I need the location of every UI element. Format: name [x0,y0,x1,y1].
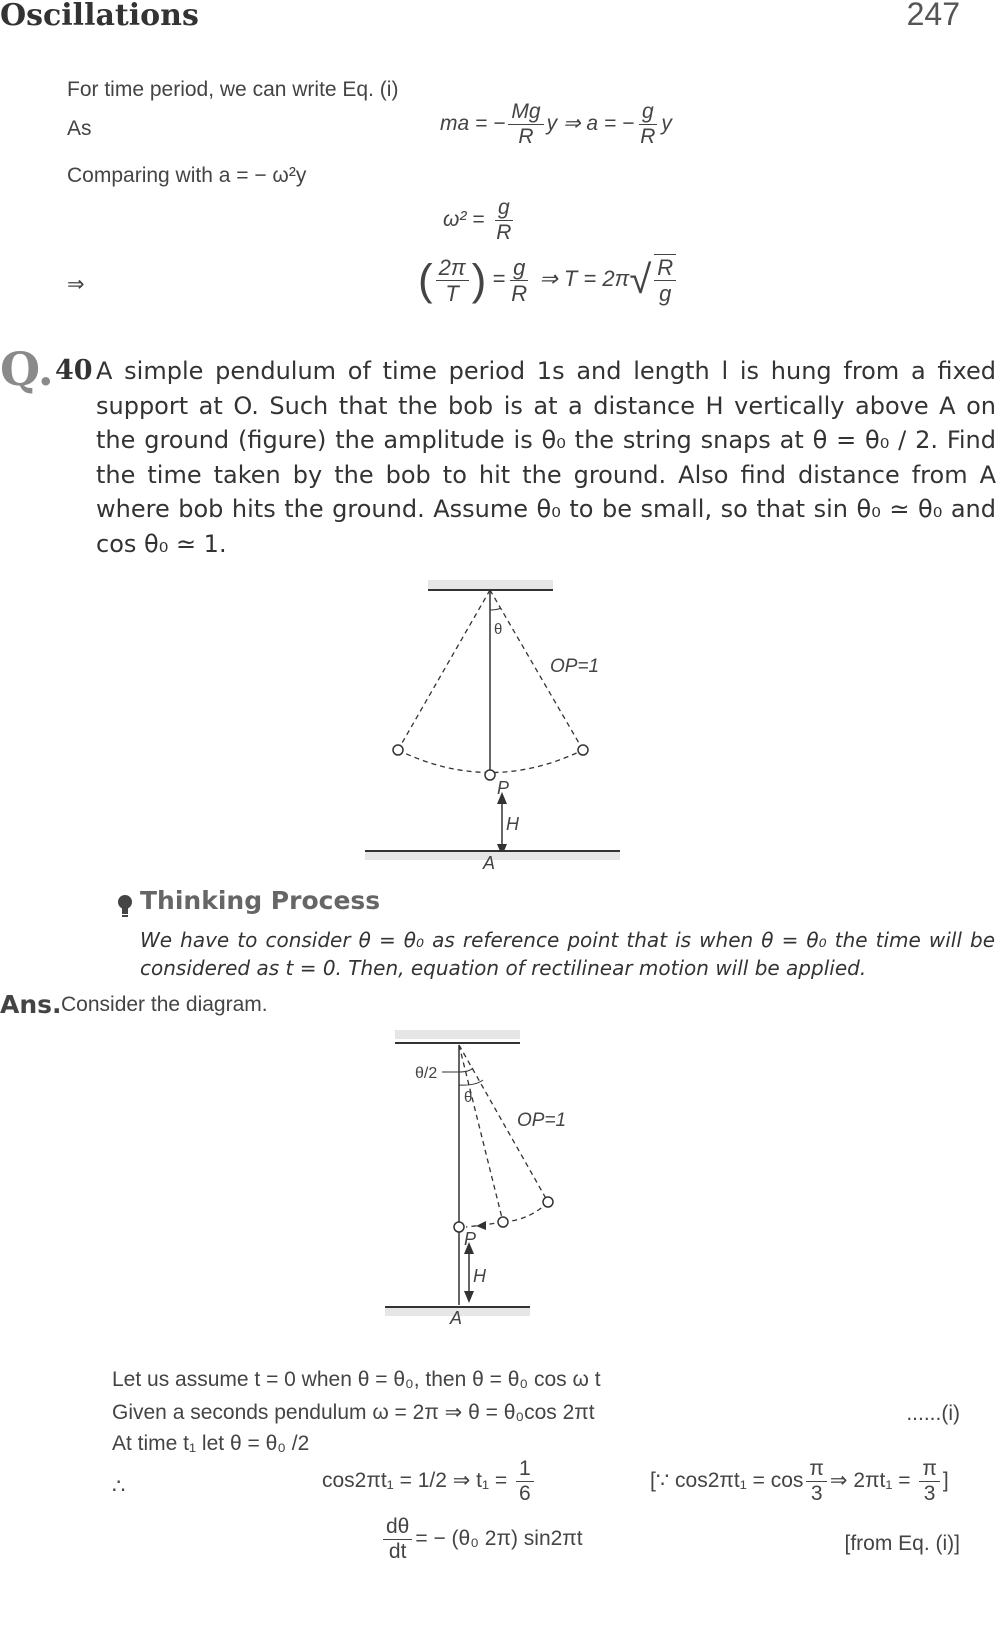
p-label: P [497,778,510,798]
intro-line: For time period, we can write Eq. (i) [67,78,399,101]
arrow-head-down [464,1291,474,1303]
compare-line: Comparing with a = − ω²y [67,164,307,187]
bob-left [393,745,403,755]
question-number: 40 [55,355,93,386]
angle-arc-full [459,1080,483,1085]
answer-label: Ans. [0,990,62,1019]
support-shade [428,580,553,589]
solution-line-3: At time t₁ let θ = θ₀ /2 [112,1432,310,1455]
equation-period: ( $\frac{2\pi}{T}$ ) = $\frac{g}{R}$ ⇒ T = 2π√ $\frac{R}{g}$ [418,254,679,307]
bob-mean [454,1222,464,1232]
bob-mean [485,770,495,780]
question-label: Q. [0,342,54,396]
angle-arc-half [459,1068,473,1072]
h-label: H [506,814,519,834]
as-label: As [67,117,92,140]
bob-snap [498,1217,508,1227]
solution-line-4: cos2πt₁ = 1/2 ⇒ t₁ = $\frac{1}{6}$ [322,1457,537,1506]
op-label: OP=1 [517,1110,567,1131]
h-label: H [473,1266,486,1286]
chapter-title: Oscillations [0,0,199,33]
arc-arrow [476,1221,486,1230]
op-label: OP=1 [550,656,600,677]
p-label: P [464,1229,477,1249]
equation-ref-2: [from Eq. (i)] [844,1532,960,1555]
equation-ref-1: ......(i) [906,1402,960,1425]
a-label: A [450,1308,463,1328]
implies-symbol: ⇒ [67,273,85,296]
equation-omega: ω² = $\frac{g}{R}$ [443,196,512,245]
answer-text: Consider the diagram. [61,993,268,1016]
pendulum-figure-1 [360,580,630,880]
page-number: 247 [906,0,960,32]
solution-note: [∵ cos2πt₁ = cos $\frac{\pi}{3}$ ⇒ 2πt₁ = $\frac{\pi}{3}$ ] [650,1457,949,1506]
solution-line-2: Given a seconds pendulum ω = 2π ⇒ θ = θ₀cos 2πt [112,1401,595,1424]
theta-label: θ [464,1089,473,1106]
angle-arc [490,608,501,610]
solution-line-5: $\frac{d\theta}{dt}$ = − (θ₀ 2π) sin2πt [380,1515,583,1564]
bob-amplitude [543,1197,553,1207]
bulb-icon [117,893,133,919]
arc-upper [503,1202,548,1222]
theta-half-label: θ/2 [415,1065,438,1082]
string-left [398,590,490,750]
question-text: A simple pendulum of time period 1s and length l is hung from a fixed support at O. Such that the bob is at a distance H vertically above A on the ground (figure) the amplitude is θ₀ the string snaps at θ = θ₀ / 2. Find the time taken by the bob to hit the ground. Also find distance from A where bob hits the ground. Assume θ₀ to be small, so that sin θ₀ ≃ θ₀ and cos θ₀ ≃ 1. [96,357,996,558]
solution-line-1: Let us assume t = 0 when θ = θ₀, then θ = θ₀ cos ω t [112,1368,601,1391]
bob-right [578,745,588,755]
therefore-symbol: ∴ [112,1475,126,1498]
theta-label: θ [494,621,503,638]
pendulum-figure-2 [380,1030,580,1330]
thinking-body: We have to consider θ = θ₀ as reference point that is when θ = θ₀ the time will be considered as t = 0. Then, equation of rectilinear motion will be applied. [140,928,995,980]
equation-force: ma = − $\frac{Mg}{R}$ y ⇒ a = − $\frac{g}{R}$ y [440,100,672,149]
thinking-heading: Thinking Process [140,886,381,915]
support-shade [395,1030,520,1039]
a-label: A [483,853,496,873]
